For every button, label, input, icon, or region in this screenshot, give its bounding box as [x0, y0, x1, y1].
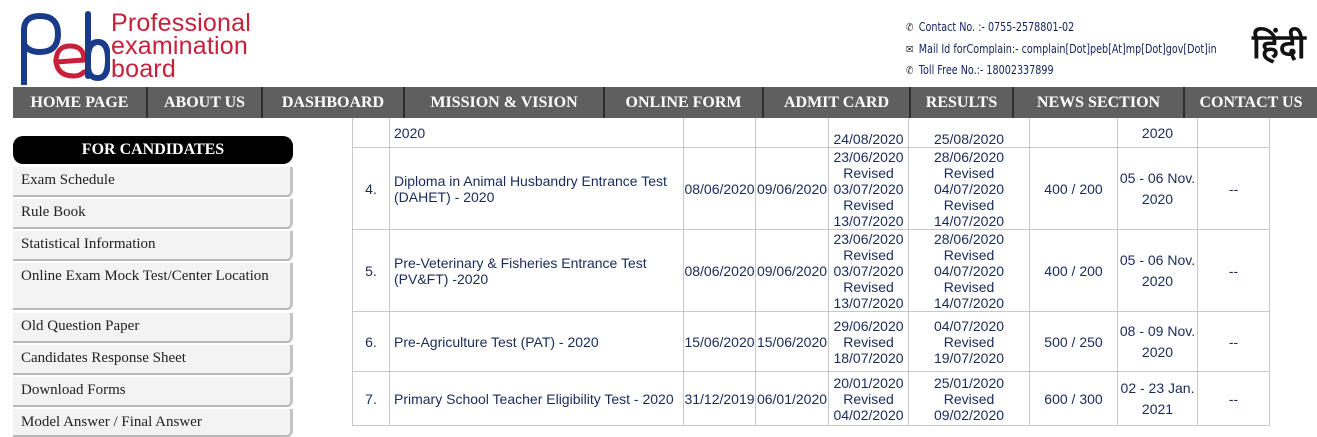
- contact-number: Contact No. :- 0755-2578801-02: [918, 20, 1075, 34]
- exam-name: Pre-Agriculture Test (PAT) - 2020: [390, 312, 684, 372]
- sidebar-item-mock-test[interactable]: Online Exam Mock Test/Center Location: [13, 263, 293, 310]
- fee: 400 / 200: [1030, 148, 1118, 230]
- table-row: [353, 230, 1270, 312]
- edit-last-date: 04/07/2020 Revised 19/07/2020: [909, 312, 1030, 372]
- sidebar-item-old-question-paper[interactable]: Old Question Paper: [13, 313, 293, 343]
- nav-home-page[interactable]: HOME PAGE: [13, 87, 148, 118]
- org-name: [111, 9, 251, 83]
- nav-dashboard[interactable]: DASHBOARD: [263, 87, 405, 118]
- row-number: 4.: [353, 148, 390, 230]
- sidebar-item-statistical-information[interactable]: Statistical Information: [13, 231, 293, 261]
- start-date: 08/06/2020: [684, 148, 756, 230]
- row-number: 5.: [353, 230, 390, 312]
- last-date: 23/06/2020 Revised 03/07/2020 Revised 13/07/2020: [829, 148, 909, 230]
- result: --: [1198, 372, 1270, 426]
- exam-date: 02 - 23 Jan. 2021: [1118, 372, 1198, 426]
- nav-contact-us[interactable]: CONTACT US: [1199, 93, 1303, 111]
- sidebar-item-response-sheet[interactable]: Candidates Response Sheet: [13, 345, 293, 375]
- org-name-line-1: Professional: [111, 9, 251, 37]
- start-date: 31/12/2019: [684, 372, 756, 426]
- site-header: [0, 0, 1317, 87]
- start-date: 08/06/2020: [684, 230, 756, 312]
- start-date: [684, 118, 756, 148]
- exam-date: 05 - 06 Nov. 2020: [1118, 230, 1198, 312]
- sidebar-item-exam-schedule[interactable]: Exam Schedule: [13, 167, 293, 197]
- phone-icon: ✆: [906, 21, 914, 34]
- contact-info: [906, 17, 1217, 82]
- edit-last-date: 25/08/2020: [909, 118, 1030, 148]
- exam-schedule-table: [352, 118, 1270, 426]
- exam-date: 2020: [1118, 118, 1198, 148]
- row-number: 6.: [353, 312, 390, 372]
- peb-logo-icon[interactable]: [18, 10, 110, 85]
- mail-icon: ✉: [906, 42, 914, 56]
- end-date: [756, 118, 829, 148]
- fee: 600 / 300: [1030, 372, 1118, 426]
- exam-name: Diploma in Animal Husbandry Entrance Test (DAHET) - 2020: [390, 148, 684, 230]
- nav-online-form[interactable]: ONLINE FORM: [605, 87, 764, 118]
- org-name-line-2: examination: [111, 32, 249, 60]
- result: [1198, 118, 1270, 148]
- org-name-line-3: board: [111, 55, 176, 83]
- hindi-language-link[interactable]: हिंदी: [1252, 27, 1306, 67]
- end-date: 09/06/2020: [756, 148, 829, 230]
- start-date: 15/06/2020: [684, 312, 756, 372]
- fee: 400 / 200: [1030, 230, 1118, 312]
- last-date: 29/06/2020 Revised 18/07/2020: [829, 312, 909, 372]
- exam-name: Primary School Teacher Eligibility Test - 2020: [390, 372, 684, 426]
- fee: 500 / 250: [1030, 312, 1118, 372]
- nav-mission-vision[interactable]: MISSION & VISION: [405, 87, 605, 118]
- exam-name: 2020: [390, 118, 684, 148]
- table-row: [353, 312, 1270, 372]
- sidebar-item-download-forms[interactable]: Download Forms: [13, 377, 293, 407]
- main-nav: [13, 87, 1317, 118]
- table-row: [353, 118, 1270, 148]
- result: --: [1198, 312, 1270, 372]
- toll-free-number: Toll Free No.:- 18002337899: [918, 63, 1054, 77]
- exam-date: 08 - 09 Nov. 2020: [1118, 312, 1198, 372]
- row-number: [353, 118, 390, 148]
- table-row: [353, 148, 1270, 230]
- last-date: 23/06/2020 Revised 03/07/2020 Revised 13/07/2020: [829, 230, 909, 312]
- last-date: 20/01/2020 Revised 04/02/2020: [829, 372, 909, 426]
- table-row: [353, 372, 1270, 426]
- edit-last-date: 25/01/2020 Revised 09/02/2020: [909, 372, 1030, 426]
- end-date: 06/01/2020: [756, 372, 829, 426]
- nav-results[interactable]: RESULTS: [911, 87, 1014, 118]
- nav-admit-card[interactable]: ADMIT CARD: [764, 87, 911, 118]
- nav-about-us[interactable]: ABOUT US: [148, 87, 263, 118]
- result: --: [1198, 148, 1270, 230]
- exam-name: Pre-Veterinary & Fisheries Entrance Test (PV&FT) -2020: [390, 230, 684, 312]
- end-date: 15/06/2020: [756, 312, 829, 372]
- edit-last-date: 28/06/2020 Revised 04/07/2020 Revised 14/07/2020: [909, 230, 1030, 312]
- sidebar-heading: FOR CANDIDATES: [13, 136, 293, 164]
- complaint-email: Mail Id forComplain:- complain[Dot]peb[At]mp[Dot]gov[Dot]in: [918, 41, 1217, 56]
- row-number: 7.: [353, 372, 390, 426]
- result: --: [1198, 230, 1270, 312]
- sidebar-item-rule-book[interactable]: Rule Book: [13, 199, 293, 229]
- edit-last-date: 28/06/2020 Revised 04/07/2020 Revised 14/07/2020: [909, 148, 1030, 230]
- phone-icon: ✆: [906, 64, 914, 77]
- end-date: 09/06/2020: [756, 230, 829, 312]
- fee: [1030, 118, 1118, 148]
- sidebar-item-model-answer[interactable]: Model Answer / Final Answer: [13, 409, 293, 437]
- last-date: 24/08/2020: [829, 118, 909, 148]
- nav-news-section[interactable]: NEWS SECTION: [1014, 87, 1185, 118]
- exam-date: 05 - 06 Nov. 2020: [1118, 148, 1198, 230]
